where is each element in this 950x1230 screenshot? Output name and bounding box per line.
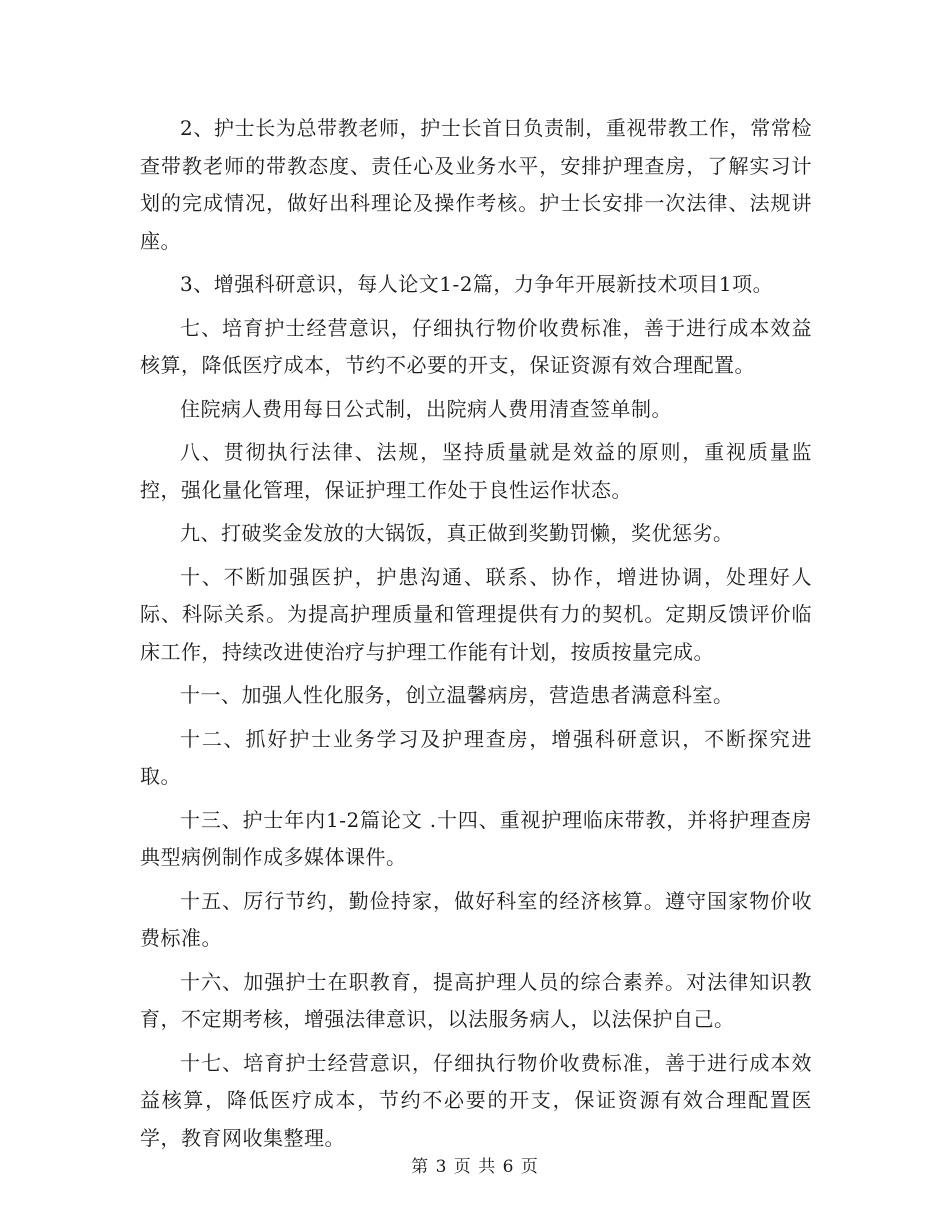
paragraph-11: 十五、厉行节约，勤俭持家，做好科室的经济核算。遵守国家物价收费标准。 [140, 888, 812, 950]
paragraph-7: 十、不断加强医护，护患沟通、联系、协作，增进协调，处理好人际、科际关系。为提高护理质量和管理提供有力的契机。定期反馈评价临床工作，持续改进使治疗与护理工作能有计划，按质按量完成。 [140, 564, 812, 664]
paragraph-13: 十七、培育护士经营意识，仔细执行物价收费标准，善于进行成本效益核算，降低医疗成本，节约不必要的开支，保证资源有效合理配置医学，教育网收集整理。 [140, 1050, 812, 1150]
document-body [140, 110, 812, 1157]
page-footer: 第 3 页 共 6 页 [411, 1157, 539, 1177]
paragraph-9: 十二、抓好护士业务学习及护理查房，增强科研意识，不断探究进取。 [140, 726, 812, 788]
paragraph-5: 八、贯彻执行法律、法规，坚持质量就是效益的原则，重视质量监控，强化量化管理，保证护理工作处于良性运作状态。 [140, 440, 812, 502]
paragraph-8: 十一、加强人性化服务，创立温馨病房，营造患者满意科室。 [180, 683, 734, 707]
paragraph-10: 十三、护士年内1-2篇论文 .十四、重视护理临床带教，并将护理查房典型病例制作成多媒体课件。 [140, 807, 812, 869]
paragraph-6: 九、打破奖金发放的大锅饭，真正做到奖勤罚懒，奖优惩劣。 [180, 521, 734, 545]
paragraph-2: 3、增强科研意识，每人论文1-2篇，力争年开展新技术项目1项。 [180, 272, 774, 296]
paragraph-12: 十六、加强护士在职教育，提高护理人员的综合素养。对法律知识教育，不定期考核，增强法律意识，以法服务病人，以法保护自己。 [140, 969, 812, 1031]
paragraph-3: 七、培育护士经营意识，仔细执行物价收费标准，善于进行成本效益核算，降低医疗成本，节约不必要的开支，保证资源有效合理配置。 [140, 315, 812, 377]
paragraph-1: 2、护士长为总带教老师，护士长首日负责制，重视带教工作，常常检查带教老师的带教态度、责任心及业务水平，安排护理查房，了解实习计划的完成情况，做好出科理论及操作考核。护士长安排一次法律、法规讲座。 [140, 116, 812, 253]
paragraph-4: 住院病人费用每日公式制，出院病人费用清查签单制。 [180, 396, 672, 421]
